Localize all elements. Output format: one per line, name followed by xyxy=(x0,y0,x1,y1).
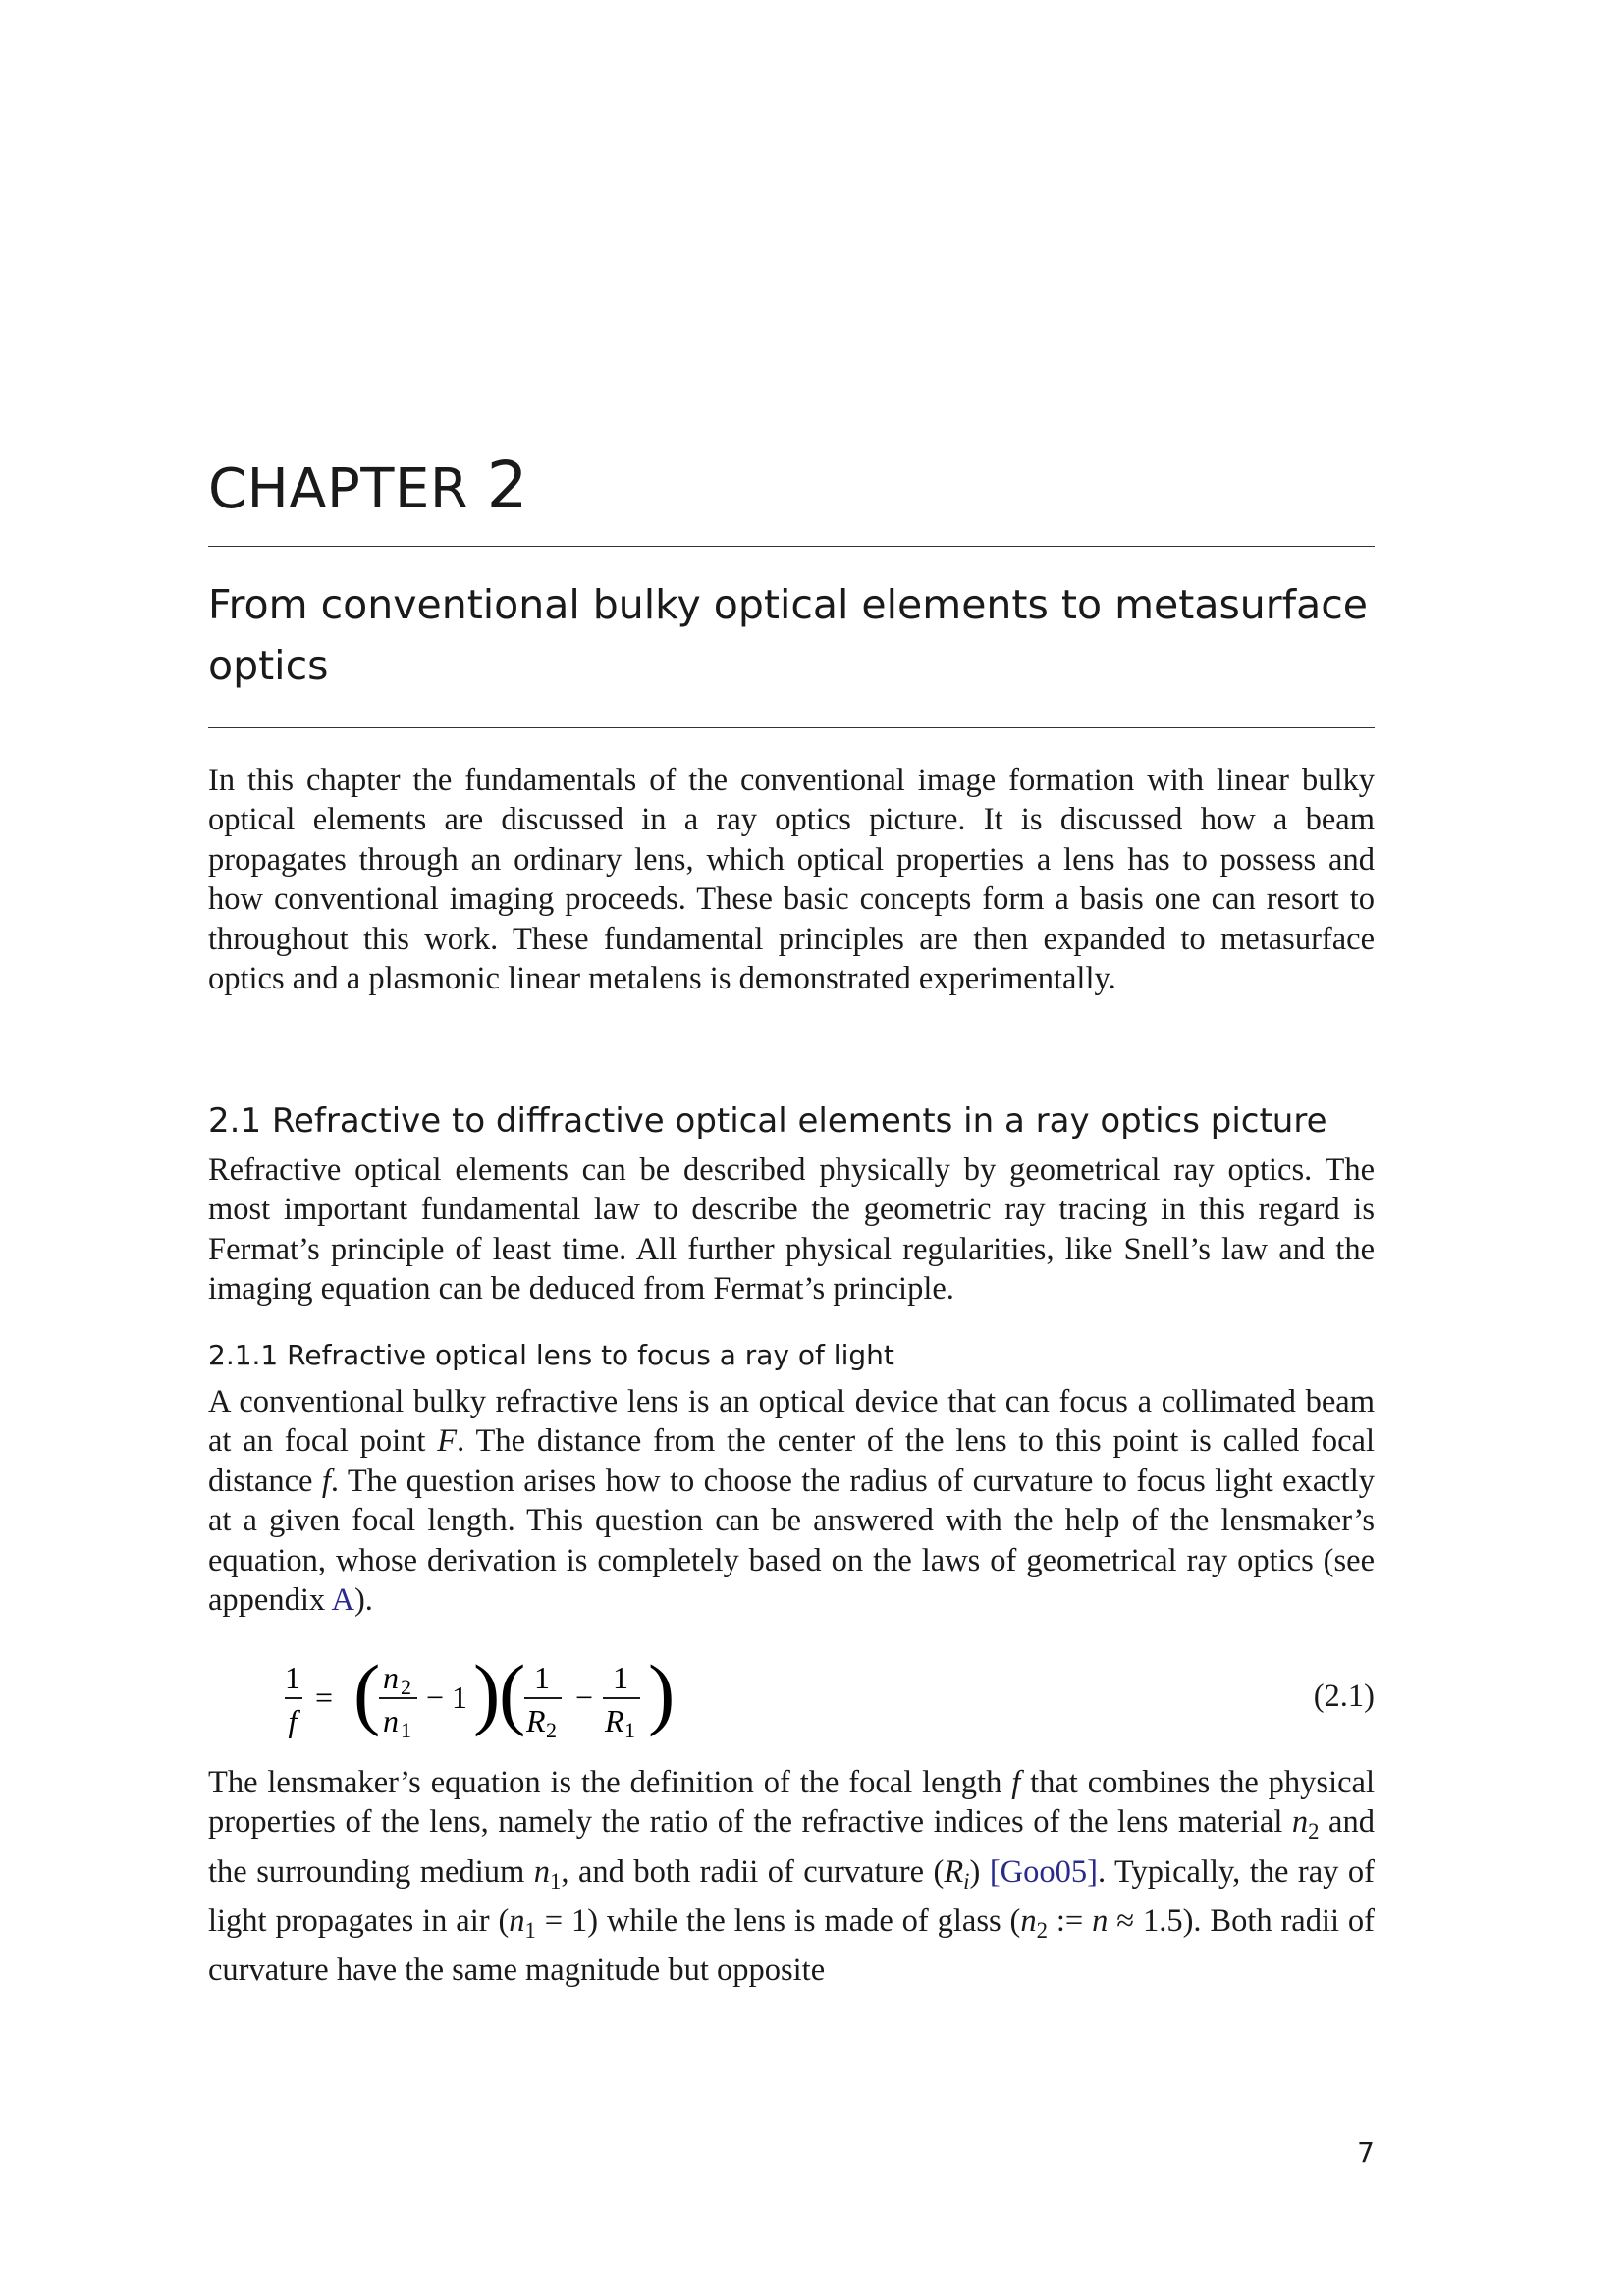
equation-formula xyxy=(285,1649,697,1747)
top-rule xyxy=(208,546,1375,547)
section-heading-2-1-1: 2.1.1 Refractive optical lens to focus a ray of light xyxy=(208,1339,894,1371)
eq-n2: n xyxy=(383,1660,399,1695)
section-2-1-1-paragraph: A conventional bulky refractive lens is an optical device that can focus a collimated beam at an focal point F. The distance from the center of the lens to this point is called focal distance f. The question arises how to choose the radius of curvature to focus light exactly at a given focal length. This question can be answered with the help of the lensmaker’s equation, whose derivation is completely based on the laws of geometrical ray optics (see appendix A). xyxy=(208,1384,1375,1619)
eq-rparen-2: ) xyxy=(648,1649,676,1737)
bottom-rule xyxy=(208,727,1375,728)
eq-R2-sub: 2 xyxy=(546,1718,557,1742)
eq-equals: = xyxy=(314,1680,334,1715)
eq-R2: R xyxy=(526,1703,546,1738)
eq-n2-sub: 2 xyxy=(401,1675,411,1699)
chapter-number: 2 xyxy=(486,448,529,523)
citation-link[interactable]: [Goo05] xyxy=(989,1853,1098,1890)
equation-number: (2.1) xyxy=(1313,1679,1375,1714)
eq-R1: R xyxy=(605,1703,624,1738)
eq-one-num: 1 xyxy=(285,1660,300,1695)
eq-n1-sub: 1 xyxy=(401,1718,411,1742)
eq-n1: n xyxy=(383,1703,399,1738)
eq-one-2: 1 xyxy=(534,1660,550,1695)
page-number: 7 xyxy=(1357,2136,1375,2168)
eq-one-3: 1 xyxy=(613,1660,628,1695)
chapter-label xyxy=(208,448,529,523)
lensmaker-equation xyxy=(285,1649,1375,1747)
section-heading-2-1: 2.1 Refractive to diffractive optical elements in a ray optics picture xyxy=(208,1101,1327,1141)
eq-lparen-2: ( xyxy=(499,1649,526,1737)
section-2-1-paragraph: Refractive optical elements can be described physically by geometrical ray optics. The most important fundamental law to describe the geometric ray tracing in this regard is Fermat’s principle of least time. All further physical regularities, like Snell’s law and the imaging equation can be deduced from Fermat’s principle. xyxy=(208,1152,1375,1308)
appendix-link[interactable]: A xyxy=(331,1582,354,1619)
intro-paragraph: In this chapter the fundamentals of the conventional image formation with linear bulky optical elements are discussed in a ray optics picture. It is discussed how a beam propagates through an ordinary lens, which optical properties a lens has to possess and how conventional imaging proceeds. These basic concepts form a basis one can resort to throughout this work. These fundamental principles are then expanded to metasurface optics and a plasmonic linear metalens is demonstrated experimentally. xyxy=(208,763,1375,997)
chapter-word: CHAPTER xyxy=(208,457,469,521)
chapter-title: From conventional bulky optical elements to metasurface optics xyxy=(208,581,1368,689)
eq-f: f xyxy=(288,1703,298,1738)
eq-lparen-1: ( xyxy=(353,1649,381,1737)
lensmaker-paragraph: The lensmaker’s equation is the definition of the focal length f that combines the physical properties of the lens, namely the ratio of the refractive indices of the lens material $n_2$ and the surrounding medium $n_1$, and both radii of curvature $(R_i)$ [Goo05]. Typically, the ray of light propagates in air $(n_1 = 1)$ while the lens is made of glass ($n_2$ := n ≈ 1.5). Both radii of curvature have the same magnitude but opposite xyxy=(208,1765,1375,1989)
eq-minus: − xyxy=(575,1680,594,1715)
eq-minus-one: − 1 xyxy=(426,1680,468,1715)
eq-R1-sub: 1 xyxy=(624,1718,635,1742)
eq-rparen-1: ) xyxy=(473,1649,501,1737)
